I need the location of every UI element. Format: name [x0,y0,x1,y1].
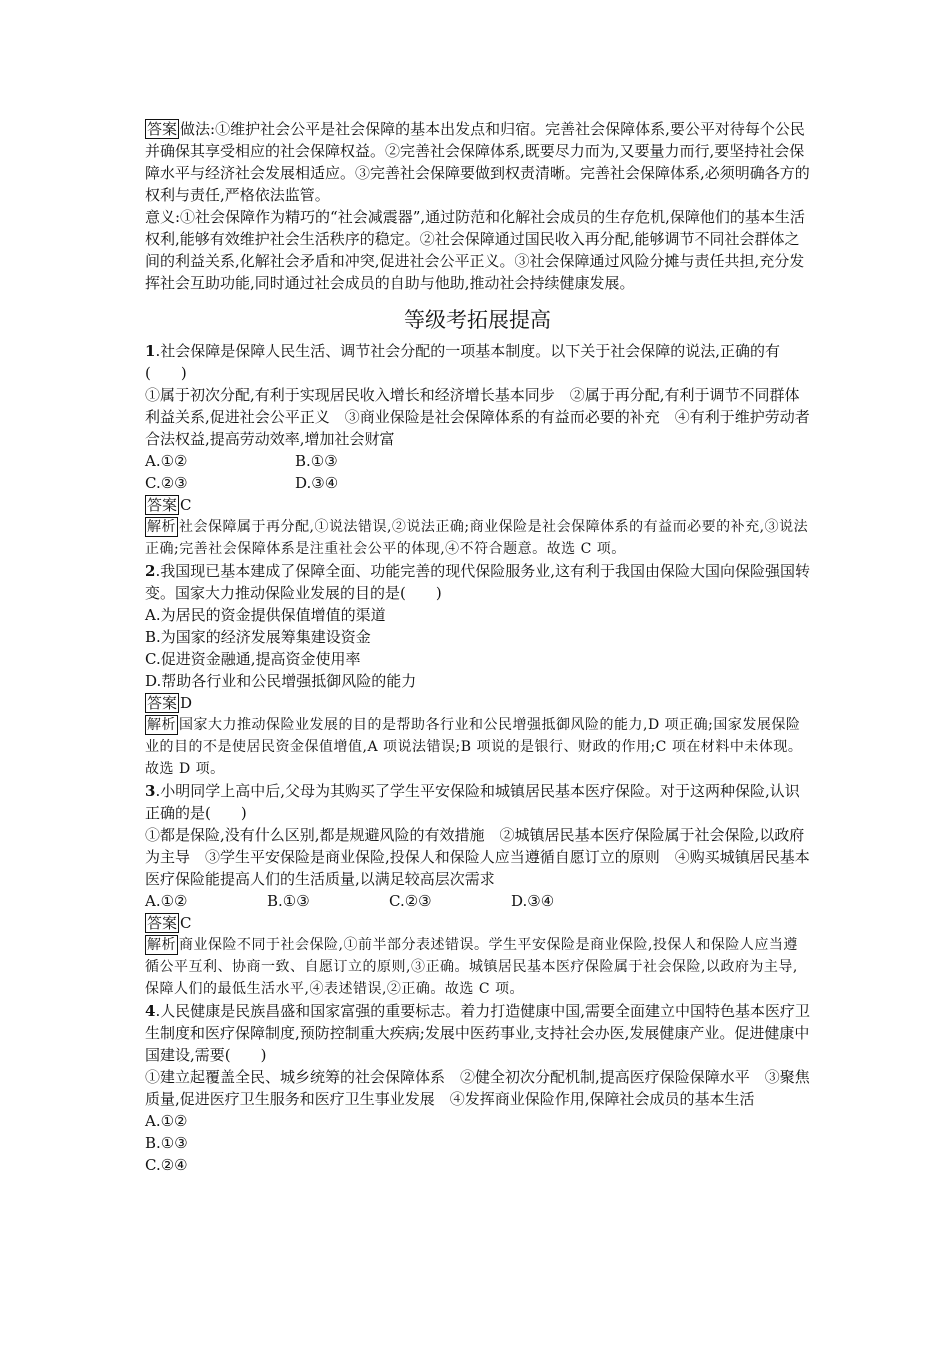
explanation-text: 商业保险不同于社会保险,①前半部分表述错误。学生平安保险是商业保险,投保人和保险人应当遵循公平互利、协商一致、自愿订立的原则,③正确。城镇居民基本医疗保险属于社会保险,以政府为主导,保障人们的最低生活水平,④表述错误,②正确。故选 C 项。 [145,937,798,997]
question-1-stem [145,340,810,384]
option-b: B.①③ [295,452,338,470]
question-number: 4 [145,1002,156,1020]
question-2-answer [145,692,810,714]
question-stem-text: .小明同学上高中后,父母为其购买了学生平安保险和城镇居民基本医疗保险。对于这两种保险,认识正确的是( ) [145,782,800,822]
answer-tag: 答案 [147,914,178,932]
document-page [145,118,810,1176]
option-a: A.①② [145,452,188,470]
answer-value: D [180,694,193,712]
question-2-stem [145,560,810,604]
option-d: D.③④ [295,474,339,492]
question-number: 3 [145,782,156,800]
question-stem-text: .人民健康是民族昌盛和国家富强的重要标志。着力打造健康中国,需要全面建立中国特色基本医疗卫生制度和医疗保障制度,预防控制重大疾病;发展中医药事业,支持社会办医,发展健康产业。促进健康中国建设,需要( ) [145,1002,810,1064]
question-stem-text: .社会保障是保障人民生活、调节社会分配的一项基本制度。以下关于社会保障的说法,正确的有( ) [145,342,780,382]
answer-tag: 答案 [147,694,178,712]
option-d: D.帮助各行业和公民增强抵御风险的能力 [145,672,417,690]
answer-tag: 答案 [147,120,178,138]
explanation-text: 国家大力推动保险业发展的目的是帮助各行业和公民增强抵御风险的能力,D 项正确;国家发展保险业的目的不是使居民资金保值增值,A 项说法错误;B 项说的是银行、财政的作用;C 项在材料中未体现。故选 D 项。 [145,717,803,777]
question-number: 1 [145,342,156,360]
answer-value: C [180,914,192,932]
question-4-items: ①建立起覆盖全民、城乡统筹的社会保障体系 ②健全初次分配机制,提高医疗保险保障水平 ③聚焦质量,促进医疗卫生服务和医疗卫生事业发展 ④发挥商业保险作用,保障社会成员的基本生活 [145,1068,810,1108]
option-a: A.为居民的资金提供保值增值的渠道 [145,606,386,624]
option-b: B.①③ [145,1134,188,1152]
question-1-options-row-2 [145,472,810,494]
option-c: C.②③ [389,892,432,910]
intro-answer-method: 做法:①维护社会公平是社会保障的基本出发点和归宿。完善社会保障体系,要公平对待每个公民并确保其享受相应的社会保障权益。②完善社会保障体系,既要尽力而为,又要量力而行,要坚持社会保障水平与经济社会发展相适应。③完善社会保障要做到权责清晰。完善社会保障体系,必须明确各方的权利与责任,严格依法监管。 [145,120,810,204]
explain-tag: 解析 [147,937,176,953]
question-1-explanation [145,516,810,560]
intro-answer-significance: 意义:①社会保障作为精巧的“社会减震器”,通过防范和化解社会成员的生存危机,保障他们的基本生活权利,能够有效维护社会生活秩序的稳定。②社会保障通过国民收入再分配,能够调节不同社会群体之间的利益关系,化解社会矛盾和冲突,促进社会公平正义。③社会保障通过风险分摊与责任共担,充分发挥社会互助功能,同时通过社会成员的自助与他助,推动社会持续健康发展。 [145,208,805,292]
answer-value: C [180,496,192,514]
section-title: 等级考拓展提高 [404,308,551,332]
option-b: B.①③ [267,892,310,910]
explain-tag: 解析 [147,717,176,733]
question-3-answer [145,912,810,934]
option-a: A.①② [145,1112,188,1130]
question-1-items: ①属于初次分配,有利于实现居民收入增长和经济增长基本同步 ②属于再分配,有利于调节不同群体利益关系,促进社会公平正义 ③商业保险是社会保障体系的有益而必要的补充 ④有利于维护劳动者合法权益,提高劳动效率,增加社会财富 [145,386,810,448]
question-3-items: ①都是保险,没有什么区别,都是规避风险的有效措施 ②城镇居民基本医疗保险属于社会保险,以政府为主导 ③学生平安保险是商业保险,投保人和保险人应当遵循自愿订立的原则 ④购买城镇居民基本医疗保险能提高人们的生活质量,以满足较高层次需求 [145,826,810,888]
question-number: 2 [145,562,156,580]
question-3-explanation [145,934,810,1000]
question-3-stem [145,780,810,824]
explanation-text: 社会保障属于再分配,①说法错误,②说法正确;商业保险是社会保障体系的有益而必要的补充,③说法正确;完善社会保障体系是注重社会公平的体现,④不符合题意。故选 C 项。 [145,519,809,557]
option-c: C.促进资金融通,提高资金使用率 [145,650,361,668]
option-a: A.①② [145,892,188,910]
question-1-answer [145,494,810,516]
intro-answer-paragraph [145,118,810,206]
option-b: B.为国家的经济发展筹集建设资金 [145,628,371,646]
option-d: D.③④ [511,892,555,910]
option-c: C.②③ [145,474,188,492]
explain-tag: 解析 [147,519,176,535]
question-3-options [145,890,810,912]
question-stem-text: .我国现已基本建成了保障全面、功能完善的现代保险服务业,这有利于我国由保险大国向保险强国转变。国家大力推动保险业发展的目的是( ) [145,562,810,602]
question-1-options-row-1 [145,450,810,472]
question-4-stem [145,1000,810,1066]
option-c: C.②④ [145,1156,188,1174]
answer-tag: 答案 [147,496,178,514]
question-2-explanation [145,714,810,780]
